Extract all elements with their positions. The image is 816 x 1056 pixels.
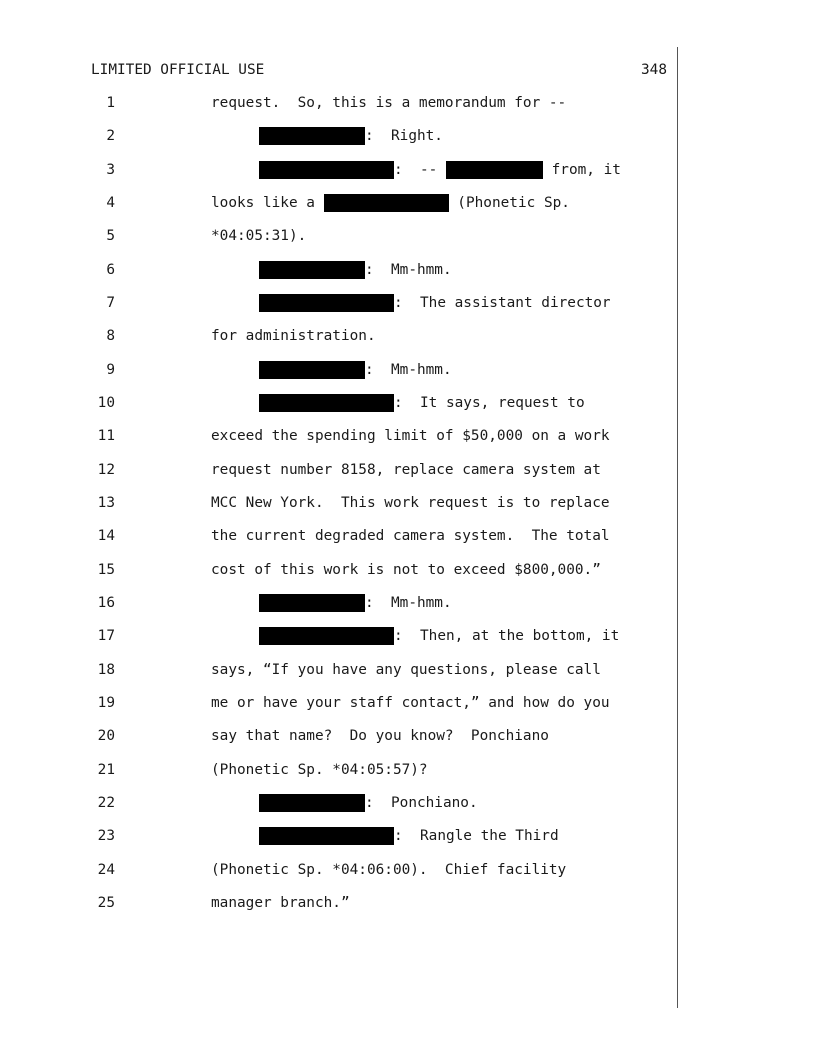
- line-text: say that name? Do you know? Ponchiano: [211, 728, 549, 744]
- transcript-line: [0, 361, 816, 379]
- line-text: : --: [394, 162, 446, 178]
- line-text: (Phonetic Sp.: [448, 195, 570, 211]
- line-number: 19: [97, 695, 115, 711]
- redaction-block: [259, 294, 394, 312]
- line-text-speaker: [259, 394, 585, 412]
- line-text: manager branch.”: [211, 895, 350, 911]
- transcript-line: [0, 627, 816, 645]
- line-text: : Mm-hmm.: [365, 362, 452, 378]
- transcript-line: [0, 461, 816, 479]
- line-number: 18: [97, 662, 115, 678]
- line-number: 24: [97, 862, 115, 878]
- line-number: 13: [97, 495, 115, 511]
- line-text: exceed the spending limit of $50,000 on a work: [211, 428, 610, 444]
- line-number: 14: [97, 528, 115, 544]
- classification-header: LIMITED OFFICIAL USE: [91, 62, 265, 78]
- line-text: for administration.: [211, 328, 376, 344]
- transcript-line: [0, 394, 816, 412]
- transcript-line: [0, 694, 816, 712]
- line-text: : Then, at the bottom, it: [394, 628, 620, 644]
- line-number: 25: [97, 895, 115, 911]
- line-text-speaker: [259, 361, 452, 379]
- transcript-line: [0, 227, 816, 245]
- line-text: : It says, request to: [394, 395, 585, 411]
- line-number: 9: [106, 362, 115, 378]
- line-number: 2: [106, 128, 115, 144]
- transcript-line: [0, 161, 816, 179]
- line-number: 3: [106, 162, 115, 178]
- line-text-speaker: [259, 627, 619, 645]
- line-number: 10: [97, 395, 115, 411]
- line-number: 21: [97, 762, 115, 778]
- line-number: 15: [97, 562, 115, 578]
- line-number: 6: [106, 262, 115, 278]
- line-text-speaker: [259, 794, 478, 812]
- line-text: : Right.: [365, 128, 443, 144]
- redaction-block: [259, 627, 394, 645]
- transcript-line: [0, 94, 816, 112]
- line-number: 20: [97, 728, 115, 744]
- transcript-line: [0, 427, 816, 445]
- transcript-line: [0, 194, 816, 212]
- line-text: looks like a: [211, 195, 324, 211]
- line-text-speaker: [259, 127, 443, 145]
- line-text: me or have your staff contact,” and how do you: [211, 695, 610, 711]
- transcript-line: [0, 661, 816, 679]
- transcript-line: [0, 294, 816, 312]
- redaction-block: [324, 194, 449, 212]
- redaction-block: [259, 261, 365, 279]
- transcript-line: [0, 794, 816, 812]
- line-number: 23: [97, 828, 115, 844]
- line-number: 4: [106, 195, 115, 211]
- line-number: 12: [97, 462, 115, 478]
- transcript-line: [0, 527, 816, 545]
- transcript-line: [0, 894, 816, 912]
- line-number: 11: [97, 428, 115, 444]
- redaction-block: [259, 794, 365, 812]
- line-text: cost of this work is not to exceed $800,000.”: [211, 562, 601, 578]
- line-text: : Mm-hmm.: [365, 262, 452, 278]
- redaction-block: [446, 161, 543, 179]
- line-text-speaker: [259, 294, 611, 312]
- line-number: 8: [106, 328, 115, 344]
- line-text-speaker: [259, 827, 559, 845]
- transcript-line: [0, 127, 816, 145]
- redaction-block: [259, 827, 394, 845]
- line-number: 22: [97, 795, 115, 811]
- transcript-line: [0, 261, 816, 279]
- line-text: MCC New York. This work request is to replace: [211, 495, 610, 511]
- transcript-line: [0, 327, 816, 345]
- transcript-line: [0, 594, 816, 612]
- line-text: (Phonetic Sp. *04:06:00). Chief facility: [211, 862, 567, 878]
- transcript-line: [0, 827, 816, 845]
- transcript-line: [0, 727, 816, 745]
- transcript-line: [0, 494, 816, 512]
- line-text-mixed: [211, 194, 570, 212]
- line-number: 1: [106, 95, 115, 111]
- line-text: : Mm-hmm.: [365, 595, 452, 611]
- redaction-block: [259, 361, 365, 379]
- line-text: : Ponchiano.: [365, 795, 478, 811]
- line-number: 7: [106, 295, 115, 311]
- line-number: 17: [97, 628, 115, 644]
- redaction-block: [259, 594, 365, 612]
- line-text-speaker: [259, 594, 452, 612]
- line-text: *04:05:31).: [211, 228, 307, 244]
- line-text-speaker: [259, 261, 452, 279]
- line-number: 5: [106, 228, 115, 244]
- line-text: says, “If you have any questions, please call: [211, 662, 601, 678]
- line-text: request. So, this is a memorandum for --: [211, 95, 567, 111]
- line-number: 16: [97, 595, 115, 611]
- transcript-line: [0, 561, 816, 579]
- redaction-block: [259, 161, 394, 179]
- line-text: request number 8158, replace camera system at: [211, 462, 601, 478]
- transcript-line: [0, 861, 816, 879]
- line-text: the current degraded camera system. The total: [211, 528, 610, 544]
- line-text-speaker: [259, 161, 621, 179]
- page-number: 348: [641, 62, 667, 78]
- transcript-line: [0, 761, 816, 779]
- redaction-block: [259, 394, 394, 412]
- redaction-block: [259, 127, 365, 145]
- line-text: from, it: [542, 162, 621, 178]
- line-text: : Rangle the Third: [394, 828, 559, 844]
- line-text: (Phonetic Sp. *04:05:57)?: [211, 762, 428, 778]
- line-text: : The assistant director: [394, 295, 611, 311]
